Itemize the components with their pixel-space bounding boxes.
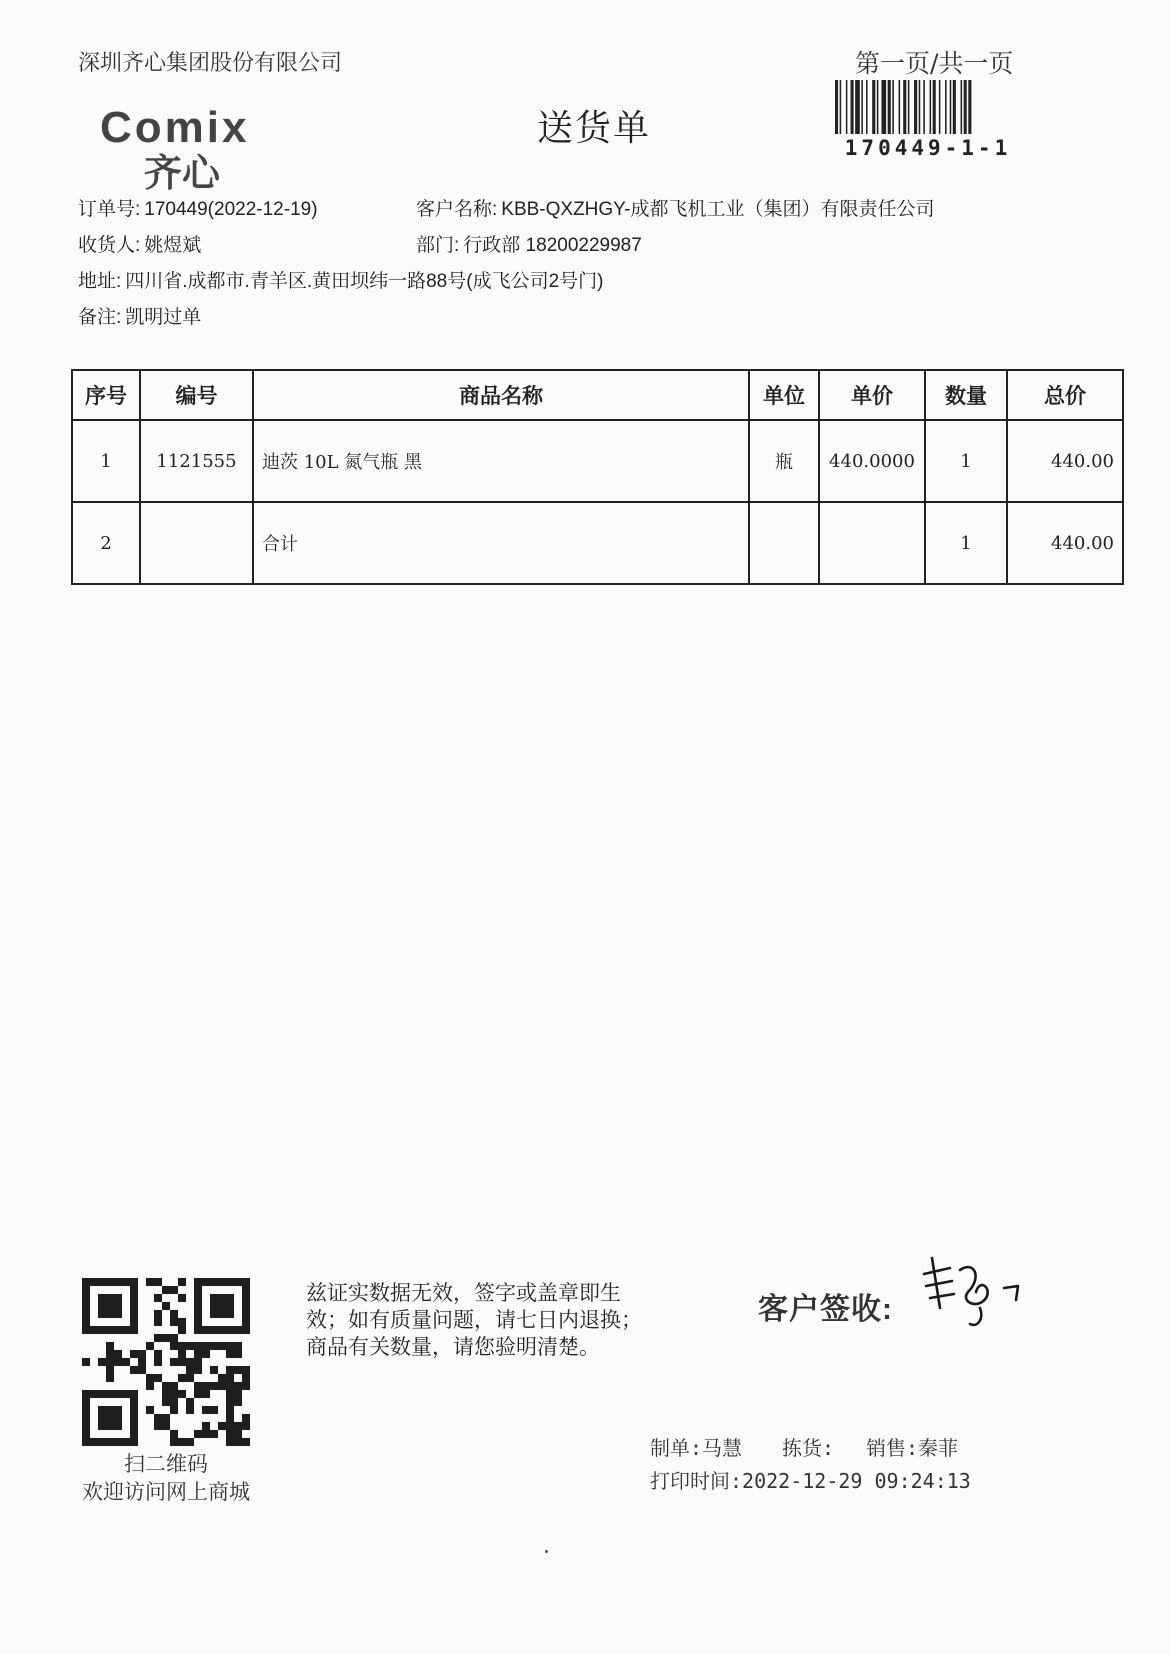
cell-product-name: 迪茨 10L 氮气瓶 黑 (253, 420, 749, 502)
header-unit-price: 单价 (819, 370, 925, 420)
scan-speck (545, 1550, 548, 1553)
cell-unit: 瓶 (749, 420, 819, 502)
cell-unit-price (819, 502, 925, 584)
print-time: 打印时间:2022-12-29 09:24:13 (650, 1469, 971, 1493)
seller: 销售:秦菲 (866, 1436, 959, 1460)
page-indicator: 第一页/共一页 (855, 49, 1014, 78)
barcode-number: 170449-1-1 (844, 136, 1012, 160)
customer-sign-label: 客户签收: (758, 1293, 893, 1326)
customer-name (416, 194, 934, 221)
order-label: 订单号: (78, 199, 141, 220)
qr-code-icon (82, 1278, 250, 1446)
address-value: 四川省.成都市.青羊区.黄田坝纬一路88号(成飞公司2号门) (125, 271, 604, 292)
notice-text (306, 1280, 686, 1361)
company-name: 深圳齐心集团股份有限公司 (78, 51, 343, 76)
cell-quantity: 1 (925, 502, 1007, 584)
header-code: 编号 (140, 370, 253, 420)
handwritten-signature (920, 1248, 1030, 1332)
notice-line: 兹证实数据无效，签字或盖章即生 (306, 1282, 621, 1305)
document-title: 送货单 (537, 108, 652, 149)
dept-label: 部门: (416, 235, 460, 256)
cell-code: 1121555 (140, 420, 253, 502)
cell-seq: 1 (72, 420, 140, 502)
cell-code (140, 502, 253, 584)
header-total: 总价 (1007, 370, 1123, 420)
order-number (78, 194, 318, 221)
qr-caption-visit: 欢迎访问网上商城 (82, 1480, 250, 1504)
header-product-name: 商品名称 (253, 370, 749, 420)
logo-text-cn: 齐心 (144, 151, 221, 194)
cell-seq: 2 (72, 502, 140, 584)
table-row (72, 502, 1123, 584)
notice-line: 商品有关数量，请您验明清楚。 (306, 1336, 600, 1359)
qr-caption-scan: 扫二维码 (124, 1452, 208, 1476)
dept-value: 行政部 18200229987 (463, 235, 642, 256)
maker: 制单:马慧 (650, 1436, 743, 1460)
notice-line: 效；如有质量问题，请七日内退换； (306, 1309, 642, 1332)
cell-total: 440.00 (1007, 420, 1123, 502)
receiver (78, 230, 201, 257)
address-label: 地址: (78, 271, 122, 292)
customer-value: KBB-QXZHGY-成都飞机工业（集团）有限责任公司 (501, 199, 935, 220)
cell-quantity: 1 (925, 420, 1007, 502)
remark-label: 备注: (78, 307, 122, 328)
header-quantity: 数量 (925, 370, 1007, 420)
address (78, 266, 603, 293)
picker: 拣货: (782, 1436, 835, 1460)
cell-total: 440.00 (1007, 502, 1123, 584)
remark-value: 凯明过单 (125, 307, 202, 328)
comix-logo (98, 104, 308, 194)
barcode-icon (833, 80, 1023, 134)
remark (78, 302, 201, 329)
receiver-value: 姚煜斌 (144, 235, 202, 256)
items-table (71, 369, 1124, 585)
header-seq: 序号 (72, 370, 140, 420)
customer-label: 客户名称: (416, 199, 498, 220)
logo-text-en: Comix (100, 104, 250, 152)
cell-unit (749, 502, 819, 584)
order-value: 170449(2022-12-19) (144, 199, 318, 220)
receiver-label: 收货人: (78, 235, 141, 256)
department (416, 230, 642, 257)
table-header-row (72, 370, 1123, 420)
table-row (72, 420, 1123, 502)
cell-product-name: 合计 (253, 502, 749, 584)
header-unit: 单位 (749, 370, 819, 420)
cell-unit-price: 440.0000 (819, 420, 925, 502)
